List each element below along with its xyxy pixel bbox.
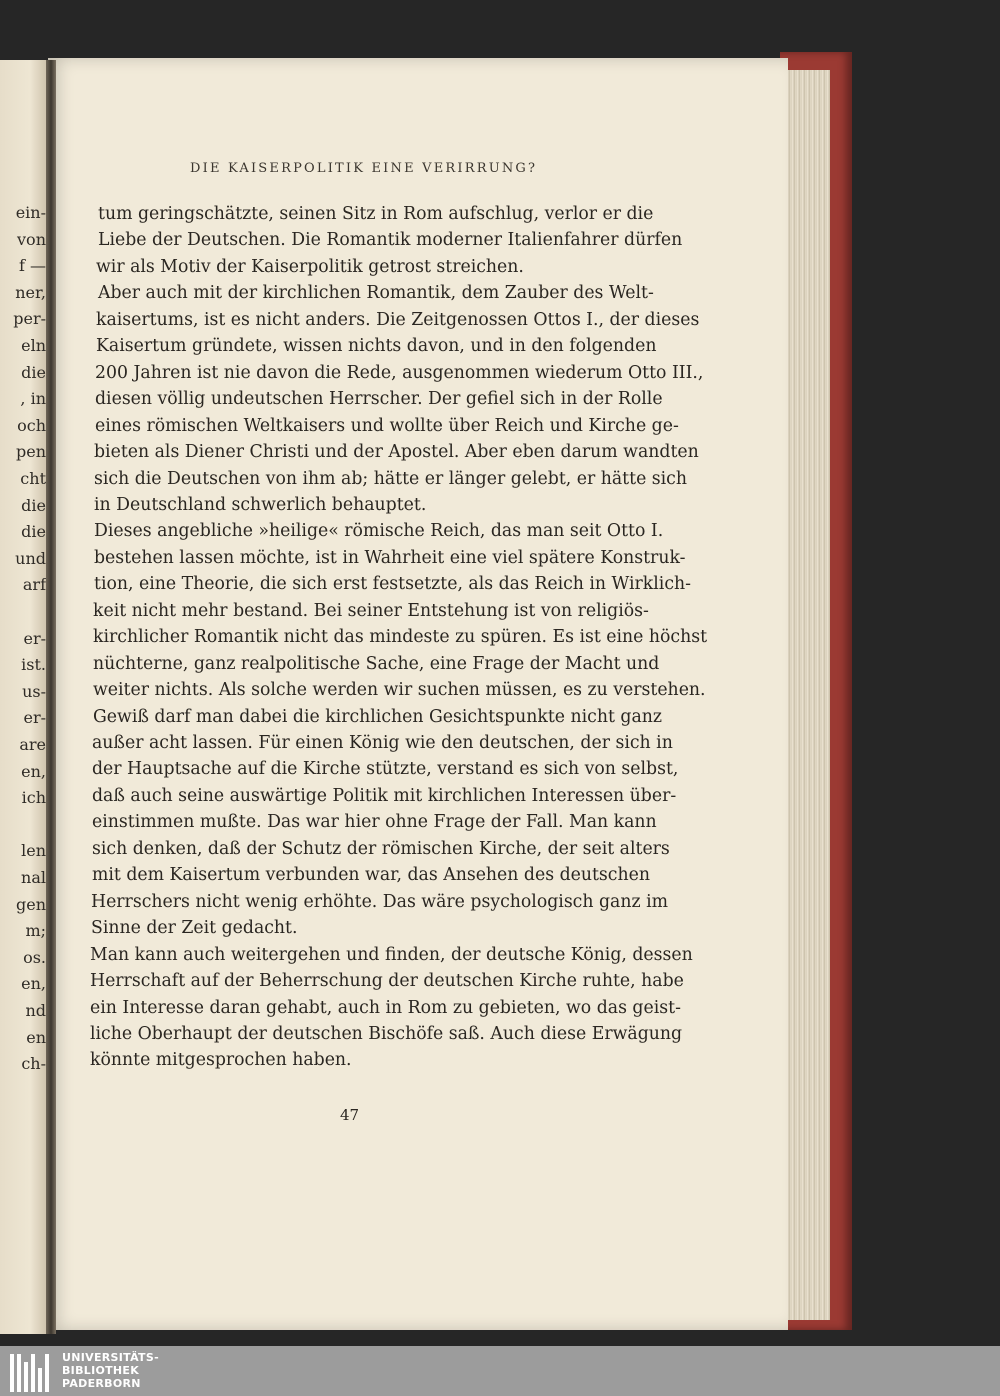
text-line: sich die Deutschen von ihm ab; hätte er länger gelebt, er hätte sich — [94, 468, 687, 489]
text-line: Kaisertum gründete, wissen nichts davon, und in den folgenden — [96, 336, 657, 357]
book-gutter — [46, 60, 56, 1334]
left-page-fragment: cht — [20, 469, 46, 488]
left-page-fragment: ist. — [21, 655, 46, 675]
text-line: tum geringschätzte, seinen Sitz in Rom aufschlug, verlor er die — [98, 204, 654, 224]
left-page-fragment: en — [26, 1027, 46, 1047]
left-page-fragment: os. — [23, 947, 46, 967]
left-page-fragment: nal — [21, 868, 46, 887]
left-page-fragment: die — [21, 495, 46, 515]
running-head: DIE KAISERPOLITIK EINE VERIRRUNG? — [190, 161, 538, 176]
text-line: weiter nichts. Als solche werden wir suchen müssen, es zu verstehen. — [93, 680, 706, 701]
left-page-fragment: ich — [21, 788, 46, 808]
left-page-fragment: pen — [15, 442, 46, 462]
left-page-fragment: m; — [25, 921, 46, 941]
text-line: Aber auch mit der kirchlichen Romantik, dem Zauber des Welt- — [98, 283, 654, 304]
left-page-fragment: en, — [21, 761, 46, 781]
left-page-fragment: die — [21, 522, 46, 542]
text-line: der Hauptsache auf die Kirche stützte, verstand es sich von selbst, — [92, 759, 679, 780]
library-logo-icon — [10, 1352, 50, 1392]
text-line: 200 Jahren ist nie davon die Rede, ausgenommen wiederum Otto III., — [95, 362, 704, 383]
text-line: sich denken, daß der Schutz der römischen Kirche, der seit alters — [92, 838, 670, 859]
left-page-fragment: arf — [22, 575, 46, 595]
left-page-fragment: gen — [15, 894, 46, 914]
left-page-fragment: ner, — [15, 282, 46, 302]
text-line: ein Interesse daran gehabt, auch in Rom zu gebieten, wo das geist- — [90, 997, 681, 1018]
text-line: einstimmen mußte. Das war hier ohne Frage der Fall. Man kann — [92, 812, 657, 833]
text-line: wir als Motiv der Kaiserpolitik getrost streichen. — [96, 256, 524, 277]
logo-line-2: BIBLIOTHEK — [62, 1364, 140, 1377]
library-logo-text — [62, 1351, 159, 1390]
text-line: Herrschaft auf der Beherrschung der deutschen Kirche ruhte, habe — [90, 971, 684, 992]
text-line: Herrschers nicht wenig erhöhte. Das wäre psychologisch ganz im — [91, 891, 668, 912]
left-page-fragment: und — [15, 548, 46, 568]
text-line: außer acht lassen. Für einen König wie den deutschen, der sich in — [92, 733, 673, 753]
left-page-fragment: nd — [25, 1001, 46, 1020]
text-line: tion, eine Theorie, die sich erst festsetzte, als das Reich in Wirklich- — [94, 574, 691, 595]
page-number: 47 — [340, 1106, 360, 1124]
text-line: kaisertums, ist es nicht anders. Die Zeitgenossen Ottos I., der dieses — [96, 309, 700, 330]
left-page-fragment: f — — [18, 256, 46, 276]
text-line: keit nicht mehr bestand. Bei seiner Entstehung ist von religiös- — [93, 600, 649, 621]
text-line: könnte mitgesprochen haben. — [90, 1050, 352, 1071]
text-line: liche Oberhaupt der deutschen Bischöfe saß. Auch diese Erwägung — [90, 1023, 683, 1044]
text-line: Gewiß darf man dabei die kirchlichen Gesichtspunkte nicht ganz — [93, 706, 662, 727]
text-line: eines römischen Weltkaisers und wollte über Reich und Kirche ge- — [95, 415, 679, 436]
text-line: in Deutschland schwerlich behauptet. — [94, 494, 427, 515]
left-page-fragment: per- — [13, 309, 46, 329]
text-line: mit dem Kaisertum verbunden war, das Ansehen des deutschen — [92, 865, 650, 886]
text-line: nüchterne, ganz realpolitische Sache, eine Frage der Macht und — [93, 653, 660, 674]
text-line: Dieses angebliche »heilige« römische Reich, das man seit Otto I. — [94, 521, 664, 542]
text-line: diesen völlig undeutschen Herrscher. Der gefiel sich in der Rolle — [95, 389, 663, 410]
left-page-fragment: von — [17, 229, 46, 249]
left-page-fragment: , in — [20, 389, 46, 409]
text-line: Man kann auch weitergehen und finden, der deutsche König, dessen — [90, 944, 693, 965]
left-page-fragment: eln — [21, 336, 46, 355]
text-line: bestehen lassen möchte, ist in Wahrheit eine viel spätere Konstruk- — [94, 547, 686, 568]
library-footer — [0, 1346, 1000, 1396]
left-page-fragment: us- — [22, 681, 46, 701]
logo-line-3: PADERBORN — [62, 1377, 141, 1390]
left-page-fragment: len — [21, 841, 46, 861]
left-page-fragment: ch- — [21, 1054, 46, 1074]
text-line: Sinne der Zeit gedacht. — [91, 918, 298, 939]
text-line: bieten als Diener Christi und der Apostel. Aber eben darum wandten — [94, 442, 699, 463]
left-page-fragment: er- — [23, 708, 46, 728]
left-page-fragment: ein- — [15, 203, 46, 222]
text-line: daß auch seine auswärtige Politik mit kirchlichen Interessen über- — [92, 785, 677, 806]
left-page — [0, 60, 50, 1334]
left-page-fragment: en, — [21, 974, 46, 994]
left-page-fragment: are — [19, 735, 46, 754]
left-page-fragment: er- — [23, 628, 46, 648]
left-page-fragment: och — [17, 415, 46, 435]
text-line: kirchlicher Romantik nicht das mindeste zu spüren. Es ist eine höchst — [93, 627, 708, 648]
text-line: Liebe der Deutschen. Die Romantik moderner Italienfahrer dürfen — [98, 230, 683, 251]
left-page-fragment: die — [21, 362, 46, 382]
logo-line-1: UNIVERSITÄTS- — [62, 1351, 159, 1364]
